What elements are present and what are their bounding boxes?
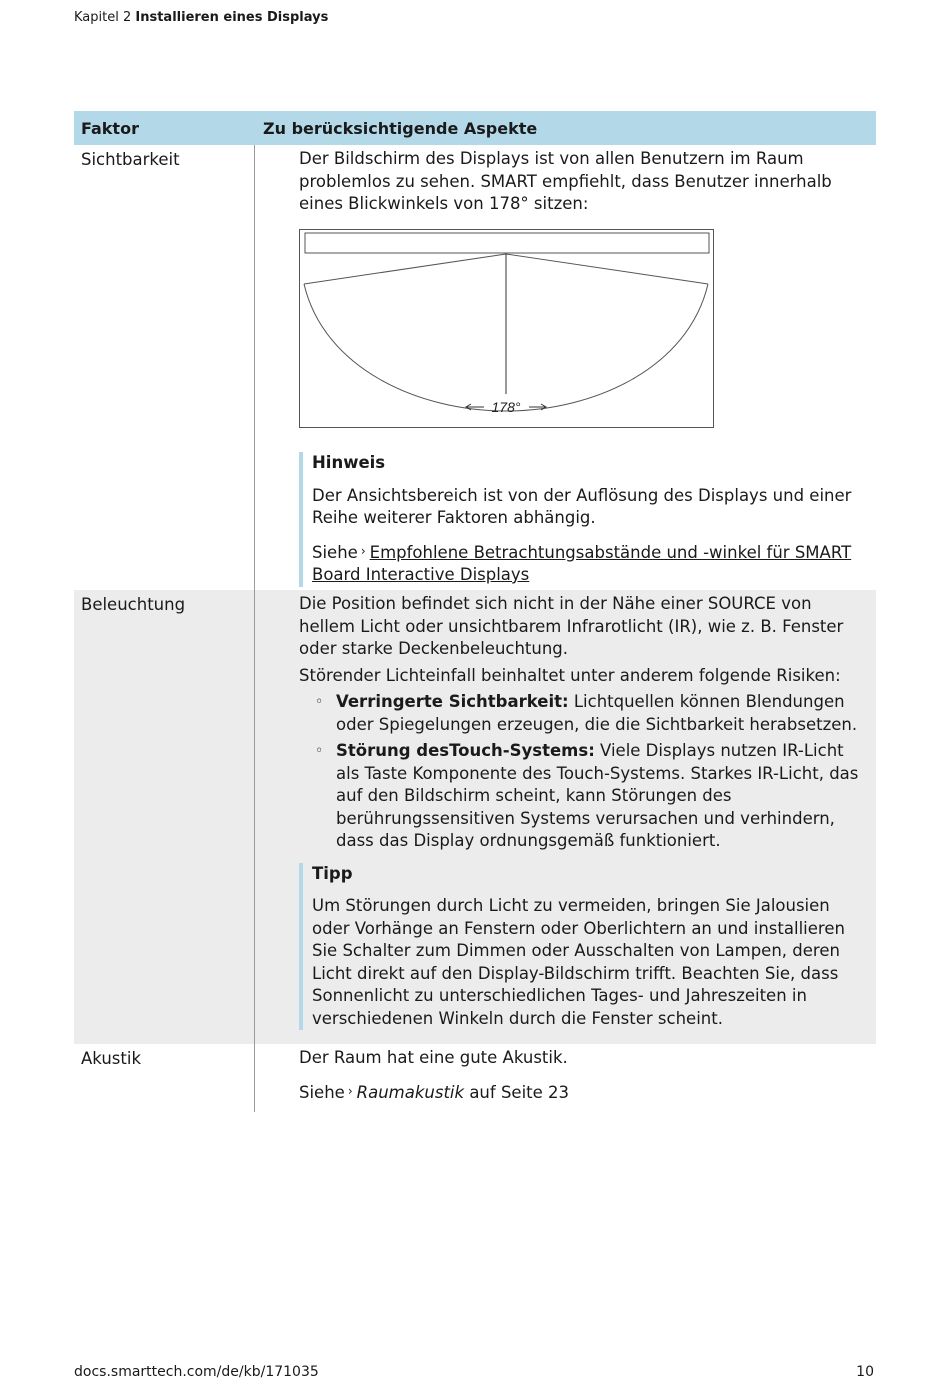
viewing-angle-diagram: [299, 229, 714, 428]
list-item: ◦ Verringerte Sichtbarkeit: Lichtquellen können Blendungen oder Spiegelungen erzeugen, die die Sichtbarkeit herabsetzen.: [336, 691, 864, 736]
aspects-cell: [255, 145, 876, 590]
chapter-label: Kapitel 2: [74, 10, 132, 25]
risk-list: [299, 691, 864, 853]
note-text: Der Ansichtsbereich ist von der Auflösung des Displays und einer Reihe weiterer Faktoren abhängig.: [312, 485, 852, 527]
display-outline: [305, 233, 709, 253]
visibility-text: Der Bildschirm des Displays ist von allen Benutzern im Raum problemlos zu sehen. SMART empfiehlt, dass Benutzer innerhalb eines Blickwinkels von 178° sitzen:: [299, 149, 832, 213]
note-box: [299, 452, 864, 587]
table-header: [74, 111, 876, 145]
factors-table: [74, 111, 876, 1112]
chevron-right-icon: ›: [347, 1083, 353, 1098]
tip-text: Um Störungen durch Licht zu vermeiden, bringen Sie Jalousien oder Vorhänge an Fenstern oder Oberlichtern an und installieren Sie Schalter zum Dimmen oder Ausschalten von Lampen, deren Licht direkt auf den Display-Bildschirm trifft. Beachten Sie, dass Sonnenlicht zu unterschiedlichen Tages- und Jahreszeiten in verschiedenen Winkeln durch die Fenster scheint.: [312, 896, 845, 1028]
tip-title: Tipp: [312, 863, 353, 883]
acoustics-text: Der Raum hat eine gute Akustik.: [299, 1048, 568, 1067]
col-header-factor: Faktor: [81, 118, 139, 138]
tip-box: [299, 863, 864, 1031]
note-title: Hinweis: [312, 453, 386, 472]
table-row-acoustics: [74, 1044, 876, 1112]
page-header: [74, 10, 328, 25]
page-number: 10: [856, 1364, 874, 1380]
room-acoustics-link[interactable]: Raumakustik: [356, 1082, 465, 1102]
chevron-right-icon: ›: [360, 543, 366, 558]
note-see: [312, 540, 864, 587]
factor-cell: Akustik: [74, 1044, 255, 1112]
lighting-text: Die Position befindet sich nicht in der Nähe einer SOURCE von hellem Licht oder unsichtbarem Infrarotlicht (IR), wie z. B. Fenster oder starke Deckenbeleuchtung.: [299, 594, 844, 658]
footer-url: docs.smarttech.com/de/kb/171035: [74, 1364, 319, 1380]
factor-cell: Sichtbarkeit: [74, 145, 255, 590]
table-row-lighting: [74, 590, 876, 1044]
chapter-title: Installieren eines Displays: [135, 10, 329, 25]
list-item: ◦ Störung desTouch-Systems: Viele Displays nutzen IR-Licht als Taste Komponente des Touch-Systems. Starkes IR-Licht, das auf den Bildschirm scheint, kann Störungen des berührungssensitiven Systems verursachen und verhindern, dass das Display ordnungsgemäß funktioniert.: [336, 740, 864, 853]
factor-cell: Beleuchtung: [74, 590, 255, 1044]
aspects-cell: [255, 590, 876, 1044]
angle-label: 178°: [491, 398, 521, 415]
table-row-visibility: [74, 145, 876, 590]
lighting-risks-intro: Störender Lichteinfall beinhaltet unter anderem folgende Risiken:: [299, 665, 841, 685]
col-header-aspects: Zu berücksichtigende Aspekte: [263, 118, 538, 138]
see-label: Siehe: [312, 542, 358, 562]
viewing-distance-link[interactable]: Empfohlene Betrachtungsabstände und -winkel für SMART Board Interactive Displays: [312, 542, 852, 584]
aspects-cell: [255, 1044, 876, 1112]
acoustics-see: Siehe › Raumakustik auf Seite 23: [299, 1080, 864, 1105]
